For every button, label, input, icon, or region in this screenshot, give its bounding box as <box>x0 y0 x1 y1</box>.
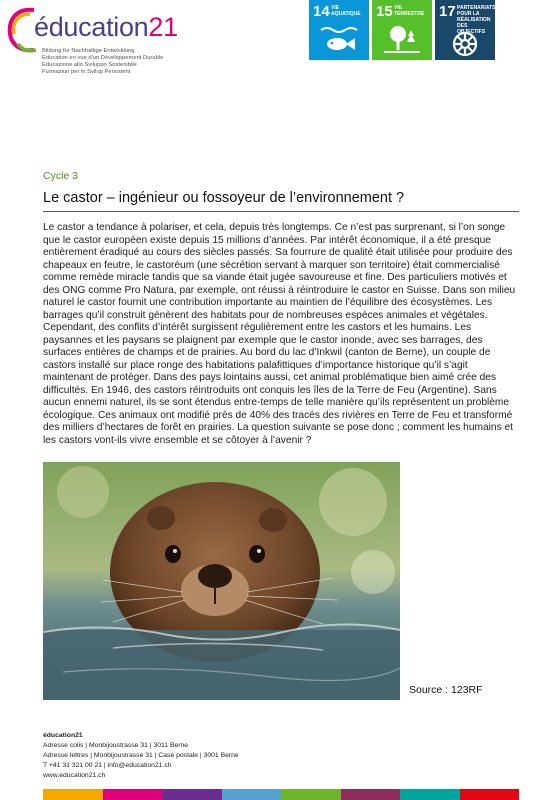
footer-website[interactable]: www.education21.ch <box>43 772 106 779</box>
color-bar-segment <box>341 789 401 800</box>
color-bar-segment <box>460 789 520 800</box>
color-bar-segment <box>222 789 282 800</box>
education21-logo <box>4 4 180 80</box>
logo-tagline: Bildung für Nachhaltige Entwicklung Education en vue d'un Développement Durable Educazione allo Sviluppo Sostenibile Furmaziun per in Svilup Persistent <box>42 48 164 75</box>
sdg-tile-14: 14 VIE AQUATIQUE <box>309 0 369 60</box>
cycle-label: Cycle 3 <box>43 170 79 182</box>
logo-wordmark: éducation21 <box>34 12 178 42</box>
footer-address-letters: Adresse lettres | Monbijoustrasse 31 | Case postale | 3001 Berne <box>43 752 239 759</box>
color-bar-segment <box>162 789 222 800</box>
tree-icon <box>382 24 422 56</box>
color-bar-segment <box>281 789 341 800</box>
fish-icon <box>319 24 359 54</box>
beaver-photo <box>43 462 400 700</box>
color-bar-segment <box>103 789 163 800</box>
sdg-tile-15: 15 VIE TERRESTRE <box>372 0 432 60</box>
photo-source: Source : 123RF <box>409 684 483 696</box>
partnership-icon <box>445 24 485 58</box>
sdg-tile-17: 17 PARTENARIATS POUR LA RÉALISATION DES OBJECTIFS <box>435 0 495 60</box>
body-text: Le castor a tendance à polariser, et cela, depuis très longtemps. Ce n’est pas surprenant, si l’on songe que le castor européen existe depuis 15 millions d’années. Par intérêt économique, il a été presque entièrement éradiqué au cours des siècles passés. Sa fourrure de qualité était utilisée pour produire des chapeaux en feutre, le castoréum (une sécrétion servant à marquer son territoire) était commercialisé comme remède miracle tandis que sa viande était jugée savoureuse et fine. Des particuliers motivés et des ONG comme Pro Natura, par exemple, ont réussi à réintroduire le castor en Suisse. Dans son milieu naturel le castor fournit une contribution importante au maintien de l’équilibre des écosystèmes. Les barrages qu’il construit génèrent des habitats pour de nombreuses espèces animales et végétales. Cependant, des conflits d’intérêt surgissent régulièrement entre les castors et les humains. Les paysannes et les paysans se plaignent par exemple que le castor inonde, avec ses barrages, des surfaces entières de champs et de prairies. Au bord du lac d’Inkwil (canton de Berne), un couple de castors installé sur place ronge des habitations palafittiques d’importance historique qu’il s’agit maintenant de protéger. Dans des pays lointains aussi, cet animal problématique bien aimé crée des difficultés. En 1946, des castors réintroduits ont conquis les îles de la Terre de Feu (Argentine). Sans aucun ennemi naturel, ils se sont étendus entre-temps de telle manière qu’ils représentent un problème écologique. Ces animaux ont modifié près de 40% des tracés des rivières en Terre de Feu et transformé des milliers d’hectares de forêt en prairies. La question suivante se pose donc ; comment les humains et les castors vont-ils vivre ensemble et se côtoyer à l’avenir ? <box>43 222 516 446</box>
footer-color-bar <box>43 789 519 800</box>
footer-org: éducation21 <box>43 732 83 739</box>
beaver-illustration <box>43 462 400 700</box>
color-bar-segment <box>43 789 103 800</box>
page-title: Le castor – ingénieur ou fossoyeur de l’environnement ? <box>43 190 519 212</box>
color-bar-segment <box>400 789 460 800</box>
footer-contact: T +41 31 321 00 21 | info@education21.ch <box>43 762 172 769</box>
footer <box>43 731 239 781</box>
footer-address-parcels: Adresse colis | Monbijoustrasse 31 | 3011 Berne <box>43 742 189 749</box>
